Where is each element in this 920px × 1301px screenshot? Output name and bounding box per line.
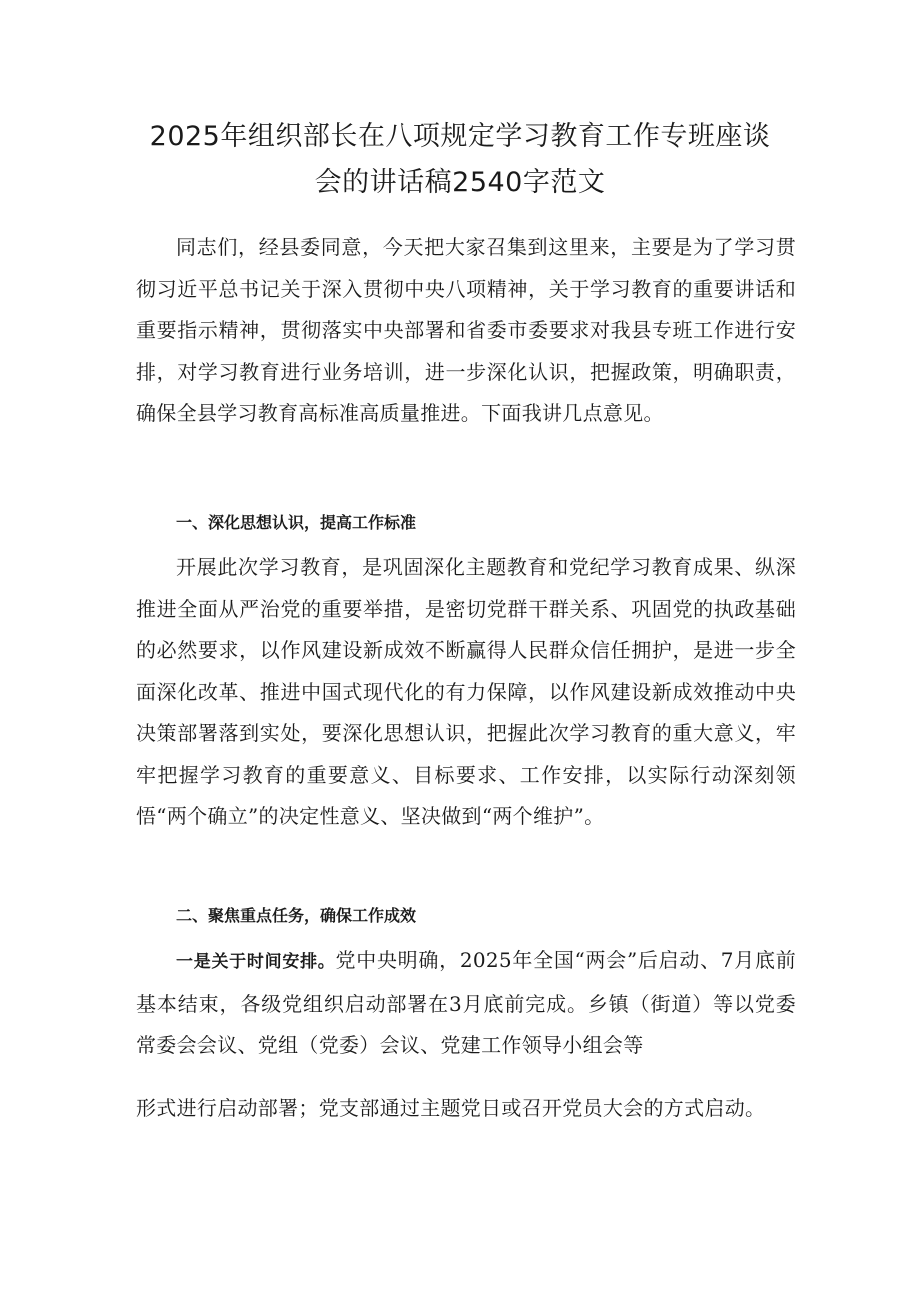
title-line-1: 2025年组织部长在八项规定学习教育工作专班座谈 — [149, 121, 771, 152]
section-2-heading: 二、聚焦重点任务，确保工作成效 — [176, 906, 417, 925]
title-line-2: 会的讲话稿2540字范文 — [314, 167, 606, 198]
document-title — [120, 114, 800, 206]
section-1-heading: 一、深化思想认识，提高工作标准 — [176, 513, 417, 532]
section-1-paragraph: 开展此次学习教育，是巩固深化主题教育和党纪学习教育成果、纵深推进全面从严治党的重要举措，是密切党群干群关系、巩固党的执政基础的必然要求，以作风建设新成效不断赢得人民群众信任拥护，是进一步全面深化改革、推进中国式现代化的有力保障，以作风建设新成效推动中央决策部署落到实处，要深化思想认识，把握此次学习教育的重大意义，牢牢把握学习教育的重要意义、目标要求、工作安排，以实际行动深刻领悟“两个确立”的决定性意义、坚决做到“两个维护”。 — [136, 555, 796, 828]
section-2-body: 党中央明确，2025年全国“两会”后启动、7月底前基本结束，各级党组织启动部署在3月底前完成。乡镇（街道）等以党委常委会会议、党组（党委）会议、党建工作领导小组会等 — [136, 948, 796, 1057]
intro-paragraph: 同志们，经县委同意，今天把大家召集到这里来，主要是为了学习贯彻习近平总书记关于深入贯彻中央八项精神，关于学习教育的重要讲话和重要指示精神，贯彻落实中央部署和省委市委要求对我县专班工作进行安排，对学习教育进行业务培训，进一步深化认识，把握政策，明确职责，确保全县学习教育高标准高质量推进。下面我讲几点意见。 — [136, 235, 796, 425]
section-2-paragraph — [136, 940, 796, 1067]
section-2-tail-paragraph: 形式进行启动部署；党支部通过主题党日或召开党员大会的方式启动。 — [136, 1096, 766, 1120]
section-2-lead: 一是关于时间安排。 — [176, 952, 336, 972]
